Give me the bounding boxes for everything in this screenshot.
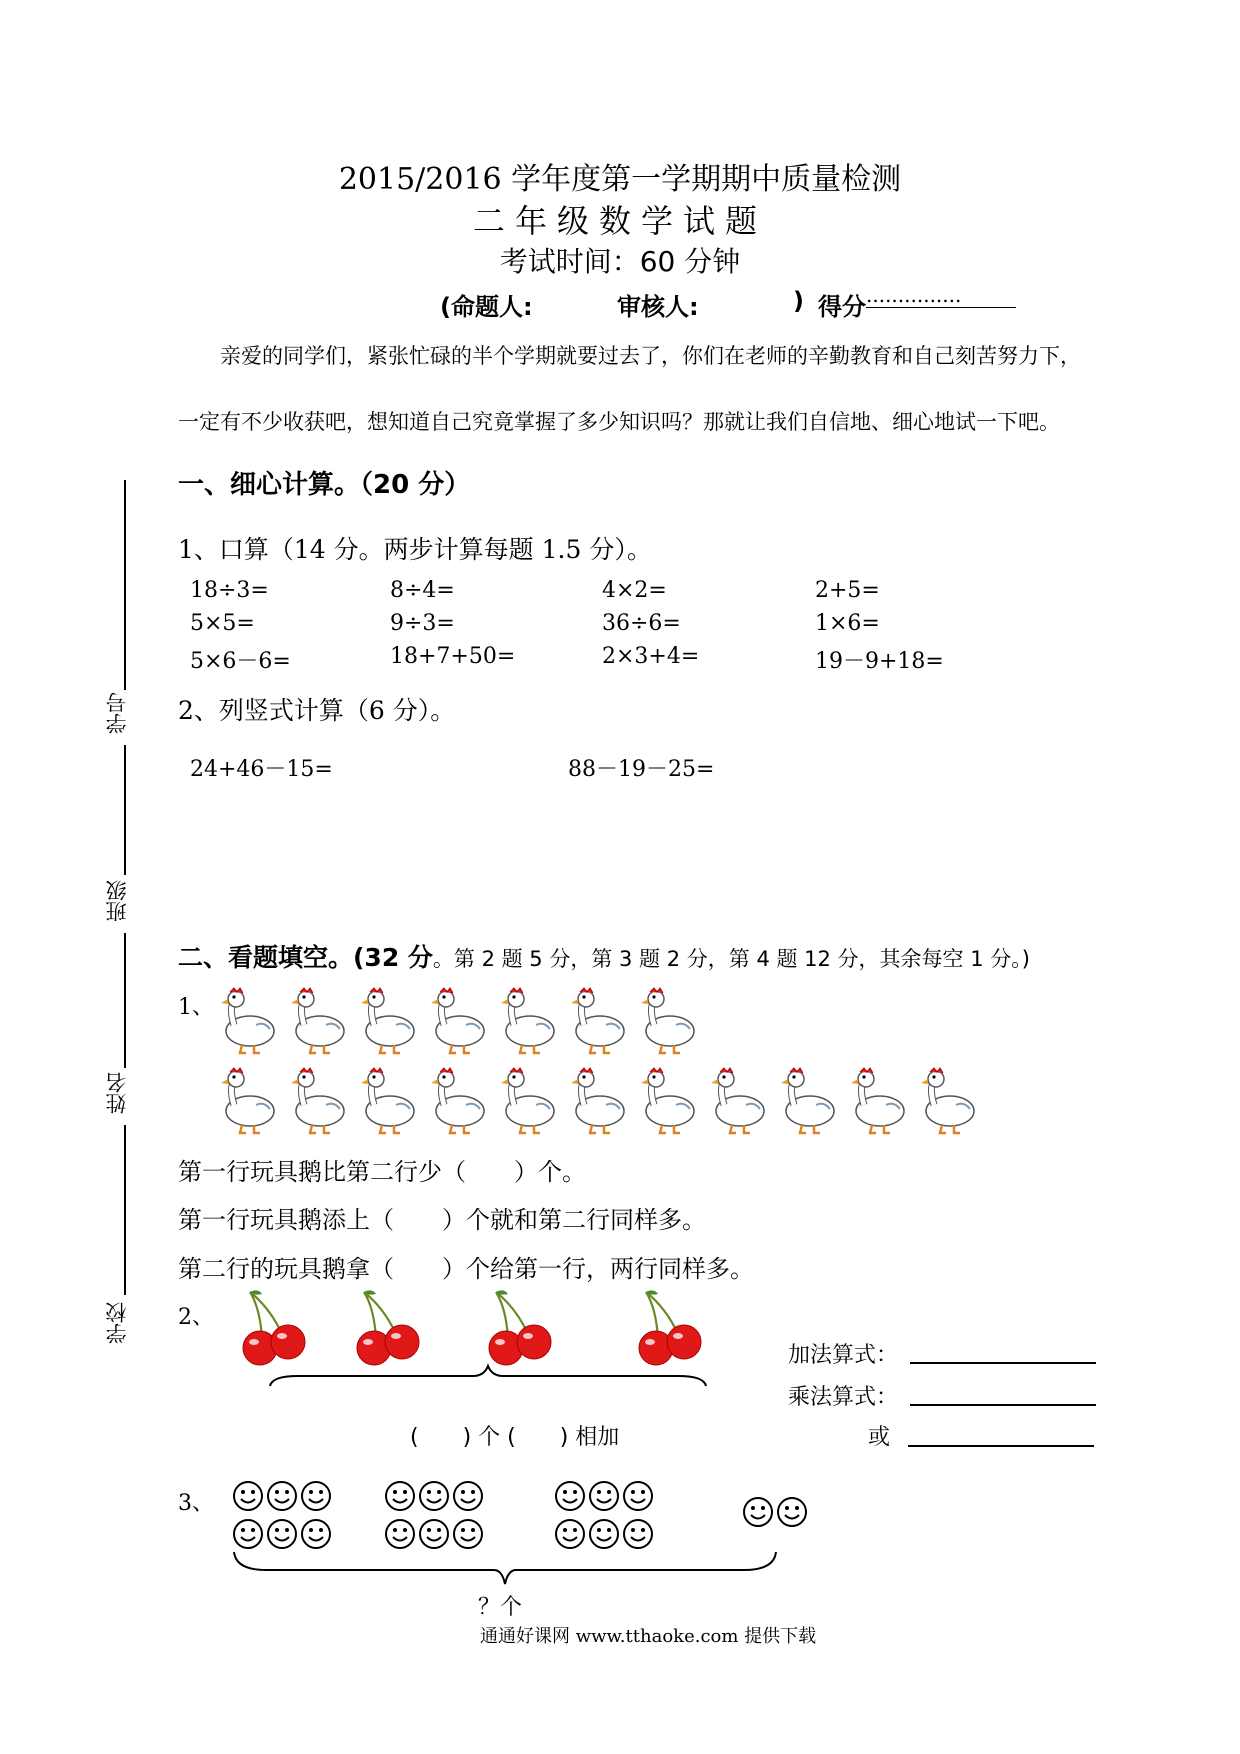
side-label-school: 学校: [105, 1302, 129, 1344]
close-paren: ): [793, 287, 804, 315]
smiley-group: [232, 1480, 332, 1554]
smiley-face-icon: [742, 1496, 774, 1532]
multiplication-label: 乘法算式：: [788, 1385, 899, 1410]
q2-3-number: 3、: [178, 1491, 214, 1516]
section2-heading-rest: 。第 2 题 5 分，第 3 题 2 分，第 4 题 12 分，其余每空 1 分。): [432, 947, 1030, 971]
oral-problem: 36÷6=: [602, 611, 681, 636]
q2-2-number: 2、: [178, 1305, 214, 1330]
smiley-group: [554, 1480, 654, 1554]
toy-goose-icon: [212, 985, 282, 1061]
side-label-student-id: 学号: [105, 692, 129, 734]
toy-goose-icon: [422, 1065, 492, 1141]
score-label: 得分: [818, 293, 866, 321]
exam-time: 考试时间：60 分钟: [499, 245, 741, 278]
multiplication-answer-line[interactable]: [910, 1404, 1096, 1406]
toy-goose-icon: [422, 985, 492, 1061]
exam-title: 2015/2016 学年度第一学期期中质量检测: [338, 162, 902, 197]
smiley-face-icon: [452, 1480, 484, 1516]
oral-problem: 4×2=: [602, 578, 667, 603]
smiley-face-icon: [588, 1480, 620, 1516]
smiley-face-icon: [776, 1496, 808, 1532]
smiley-face-icon: [300, 1480, 332, 1516]
smiley-face-icon: [266, 1480, 298, 1516]
smiley-group: [384, 1480, 484, 1554]
exam-subtitle: 二年级数学试题: [472, 202, 767, 240]
goose-question-1: 第一行玩具鹅比第二行少（ ）个。: [178, 1158, 586, 1186]
toy-goose-icon: [912, 1065, 982, 1141]
or-label: 或: [868, 1425, 891, 1450]
or-answer-line[interactable]: [908, 1445, 1094, 1447]
section2-heading-bold: 二、看题填空。(32 分: [178, 943, 433, 972]
oral-problem: 5×6－6=: [190, 649, 291, 674]
toy-goose-icon: [562, 985, 632, 1061]
toy-goose-icon: [632, 1065, 702, 1141]
cherry-pair-icon: [346, 1288, 426, 1372]
binding-line: [124, 480, 126, 690]
smiley-question: ？个: [478, 1595, 523, 1620]
smiley-brace: [232, 1548, 778, 1588]
toy-goose-icon: [282, 985, 352, 1061]
toy-goose-icon: [492, 985, 562, 1061]
oral-problem: 18÷3=: [190, 578, 269, 603]
cherry-brace: [268, 1362, 708, 1390]
addition-answer-line[interactable]: [910, 1362, 1096, 1364]
smiley-face-icon: [622, 1480, 654, 1516]
cherry-pair-icon: [478, 1288, 558, 1372]
toy-goose-icon: [212, 1065, 282, 1141]
toy-goose-icon: [492, 1065, 562, 1141]
smiley-face-icon: [384, 1480, 416, 1516]
goose-question-2: 第一行玩具鹅添上（ ）个就和第二行同样多。: [178, 1206, 706, 1234]
smiley-face-icon: [418, 1480, 450, 1516]
smiley-group: [742, 1496, 842, 1532]
toy-goose-icon: [842, 1065, 912, 1141]
oral-problem: 5×5=: [190, 611, 255, 636]
addition-label: 加法算式：: [788, 1343, 899, 1368]
q2-1-number: 1、: [178, 995, 214, 1020]
oral-problem: 19－9+18=: [815, 649, 944, 674]
q1-label: 1、口算（14 分。两步计算每题 1.5 分）。: [178, 535, 652, 564]
footer-credit: 通通好课网 www.tthaoke.com 提供下载: [480, 1626, 817, 1647]
vertical-calc-1: 24+46－15=: [190, 757, 333, 782]
intro-line-2: 一定有不少收获吧，想知道自己究竟掌握了多少知识吗？那就让我们自信地、细心地试一下吧。: [178, 410, 1060, 434]
smiley-face-icon: [554, 1480, 586, 1516]
toy-goose-icon: [282, 1065, 352, 1141]
toy-goose-icon: [562, 1065, 632, 1141]
toy-goose-icon: [352, 1065, 422, 1141]
q2-label: 2、列竖式计算（6 分）。: [178, 696, 456, 725]
score-blank[interactable]: ...............: [866, 283, 1016, 308]
goose-row-1: [212, 985, 702, 1061]
intro-line-1: 亲爱的同学们，紧张忙碌的半个学期就要过去了，你们在老师的辛勤教育和自己刻苦努力下，: [220, 344, 1081, 368]
oral-problem: 2×3+4=: [602, 644, 700, 669]
binding-line: [124, 933, 126, 1068]
toy-goose-icon: [352, 985, 422, 1061]
goose-row-2: [212, 1065, 982, 1141]
oral-problem: 9÷3=: [390, 611, 455, 636]
cherry-pair-icon: [628, 1288, 708, 1372]
toy-goose-icon: [772, 1065, 842, 1141]
cherry-blanks: ( ) 个 ( ) 相加: [410, 1425, 620, 1450]
section1-heading: 一、细心计算。（20 分）: [178, 470, 471, 500]
reviewer-label: 审核人:: [617, 293, 699, 321]
binding-line: [124, 745, 126, 875]
binding-line: [124, 1125, 126, 1295]
oral-problem: 8÷4=: [390, 578, 455, 603]
side-label-name: 姓名: [105, 1072, 129, 1114]
oral-problem: 2+5=: [815, 578, 880, 603]
toy-goose-icon: [632, 985, 702, 1061]
vertical-calc-2: 88－19－25=: [568, 757, 715, 782]
cherry-pair-icon: [232, 1288, 312, 1372]
section2-heading: [178, 938, 1030, 974]
toy-goose-icon: [702, 1065, 772, 1141]
author-label: (命题人:: [440, 293, 533, 321]
oral-problem: 1×6=: [815, 611, 880, 636]
smiley-face-icon: [232, 1480, 264, 1516]
side-label-class: 班级: [105, 880, 129, 922]
goose-question-3: 第二行的玩具鹅拿（ ）个给第一行，两行同样多。: [178, 1255, 754, 1283]
oral-problem: 18+7+50=: [390, 644, 516, 669]
